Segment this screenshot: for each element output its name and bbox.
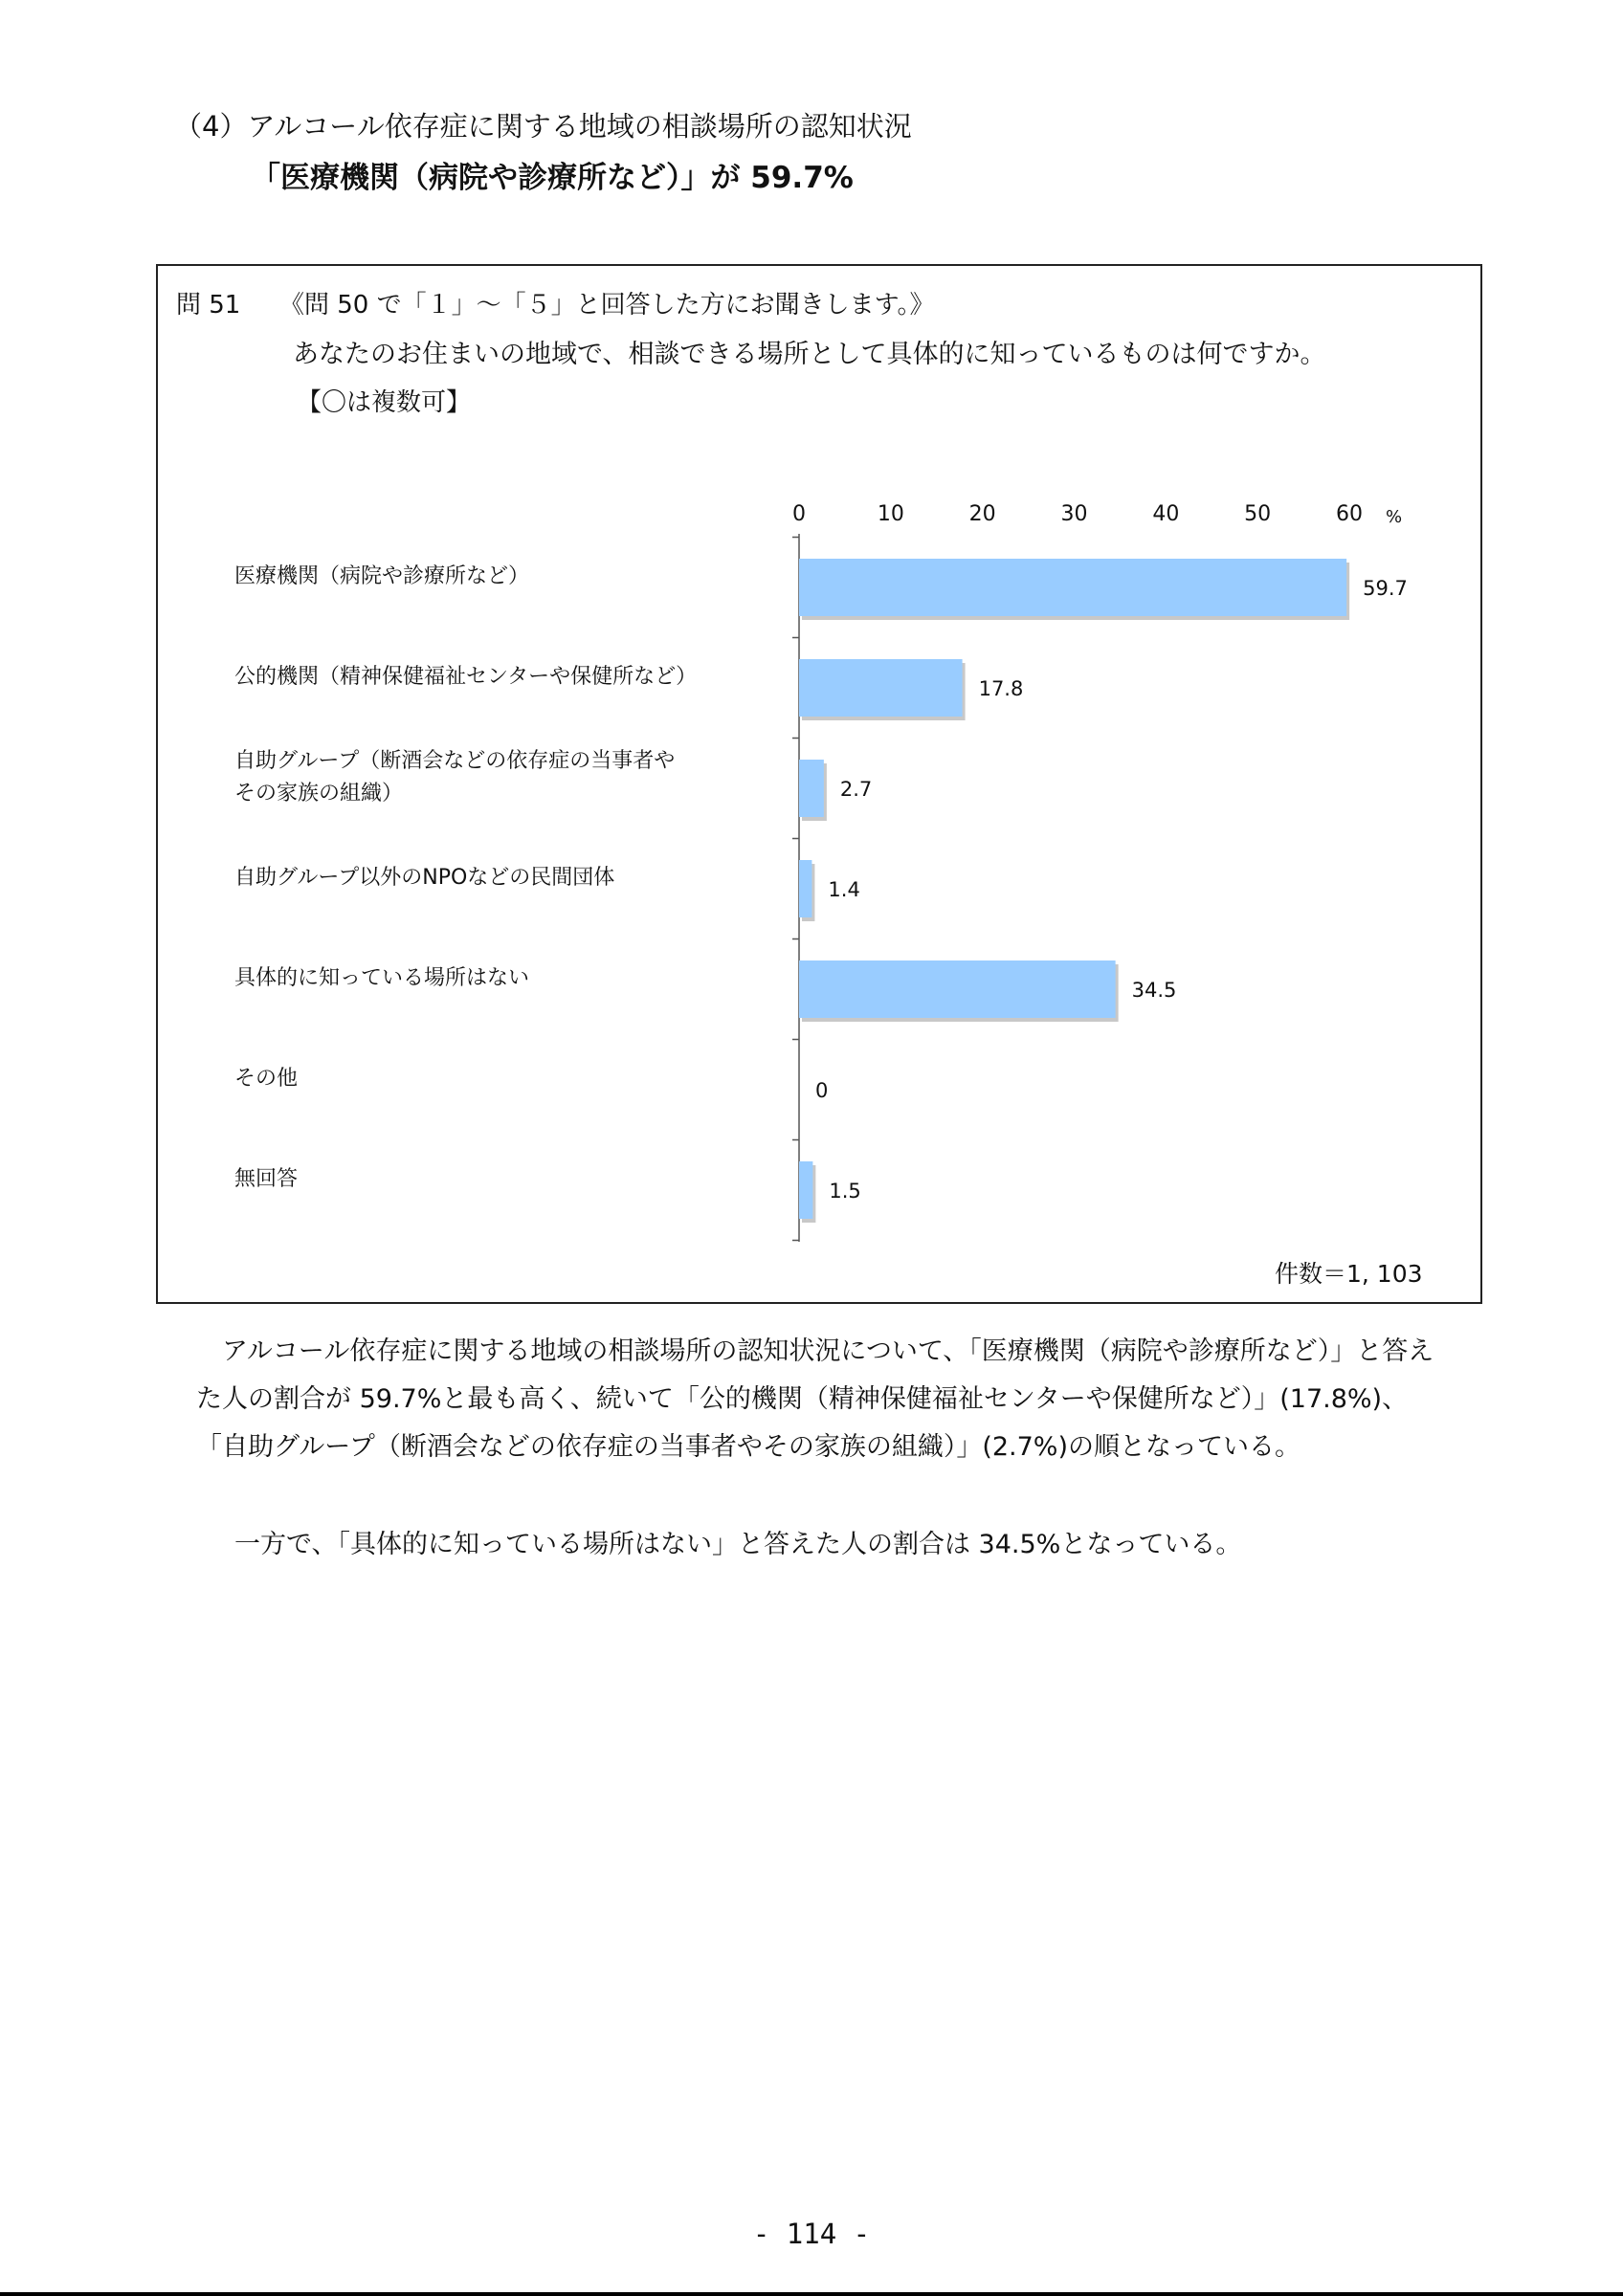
x-tick-label: 30 [1060,502,1088,526]
bar [799,960,1116,1018]
category-label [234,661,697,694]
x-tick-label: 10 [877,502,904,526]
section-title: （4）アルコール依存症に関する地域の相談場所の認知状況 [174,110,912,143]
category-label [234,1063,298,1095]
value-label: 1.5 [829,1180,861,1203]
question-intro: 《問 50 で「１」～「５」と回答した方にお聞きします。》 [279,291,935,320]
value-label: 17.8 [978,677,1024,700]
bar [799,860,812,917]
summary-paragraph-2: 一方で、「具体的に知っている場所はない」と答えた人の割合は 34.5%となっている。 [234,1530,1242,1559]
category-label [234,862,614,894]
category-label-line: 医療機関（病院や診療所など） [234,564,530,588]
x-axis-unit: % [1386,507,1403,527]
question-number: 問 51 [176,291,241,320]
bar [799,760,824,817]
category-label [234,1163,298,1196]
category-label-line: その家族の組織） [234,782,404,806]
bar [799,1161,812,1219]
category-label-line: 無回答 [234,1167,299,1191]
bar [799,559,1346,616]
question-text: あなたのお住まいの地域で、相談できる場所として具体的に知っているものは何ですか。 [293,340,1326,369]
x-tick-label: 40 [1152,502,1180,526]
page-number: - 114 - [752,2218,871,2250]
category-label-line: 自助グループ（断酒会などの依存症の当事者や [234,749,676,773]
x-tick-label: 60 [1336,502,1363,526]
bar [799,659,963,717]
value-label: 2.7 [839,778,873,801]
bottom-rule [0,2292,1623,2296]
value-label: 1.4 [828,878,860,901]
category-label-line: その他 [234,1067,299,1091]
section-headline: 「医療機関（病院や診療所など）」が 59.7% [251,161,854,195]
x-tick-label: 50 [1244,502,1272,526]
category-label [234,745,675,810]
value-label: 0 [815,1079,829,1102]
category-label [234,561,529,593]
value-label: 34.5 [1131,979,1177,1002]
category-label-line: 自助グループ以外のNPOなどの民間団体 [234,866,615,890]
response-count: 件数＝1, 103 [1275,1260,1423,1288]
category-label [234,962,529,995]
x-tick-label: 0 [792,502,806,526]
category-label-line: 具体的に知っている場所はない [234,966,530,990]
x-tick-label: 20 [968,502,996,526]
value-label: 59.7 [1363,577,1408,600]
question-note: 【〇は複数可】 [297,388,472,417]
category-label-line: 公的機関（精神保健福祉センターや保健所など） [234,665,698,689]
summary-paragraph-1: アルコール依存症に関する地域の相談場所の認知状況について、「医療機関（病院や診療所など）」と答えた人の割合が 59.7%と最も高く、続いて「公的機関（精神保健福祉センターや保健所など）」(17.8%)、「自助グループ（断酒会などの依存症の当事者やその家族の組織）」(2.7%)の順となっている。 [196,1336,1434,1462]
